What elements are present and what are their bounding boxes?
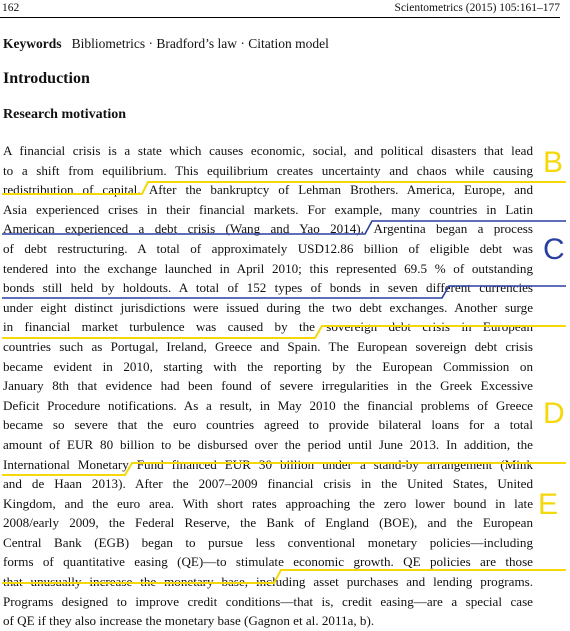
page-number: 162 (2, 2, 20, 14)
keywords-label: Keywords (3, 36, 62, 51)
paragraph-line: tendered into the exchange launched in April 2010; this represented 69.5 % of outstanding (3, 260, 533, 276)
paragraph-line: January 8th that evidence had been found of severe irregularities in the Greek Excessive (3, 378, 533, 394)
paragraph-line: forms of quantitative easing (QE)—to stimulate economic growth. QE policies are those (3, 554, 533, 570)
paragraph-line: American experienced a debt crisis (Wang and Yao 2014). Argentina began a process (3, 221, 533, 237)
journal-reference: Scientometrics (2015) 105:161–177 (394, 2, 560, 14)
marker-e: E (538, 488, 559, 521)
paragraph-line: redistribution of capital. After the bankruptcy of Lehman Brothers. America, Europe, and (3, 182, 533, 198)
paragraph-line: amount of EUR 80 billion to be disbursed over the period until June 2013. In addition, the (3, 436, 533, 452)
paragraph-line: Central Bank (EGB) began to pursue less conventional monetary policies—including (3, 534, 533, 550)
paragraph-line: Programs designed to improve credit conditions—that is, credit easing—are a special case (3, 593, 533, 609)
paragraph-line: became so severe that the euro countries agreed to provide bilateral loans for a total (3, 417, 533, 433)
paragraph-line: countries such as Portugal, Ireland, Greece and Spain. The European sovereign debt crisis (3, 338, 533, 354)
paragraph-line: of QE if they also increase the monetary base (Gagnon et al. 2011a, b). (3, 613, 375, 629)
keywords-text: Bibliometrics · Bradford’s law · Citation model (71, 36, 329, 51)
paragraph-line: to a shift from equilibrium. This equilibrium creates uncertainty and chaos while causing (3, 162, 533, 178)
marker-b: B (543, 146, 564, 179)
paragraph-line: Deficit Procedure notifications. As a result, in May 2010 the financial problems of Greece (3, 397, 533, 413)
paragraph-line: International Monetary Fund financed EUR 30 billion under a stand-by arrangement (Mink (3, 456, 533, 472)
keywords-line (3, 36, 329, 52)
paragraph-line: bonds still held by holdouts. A total of 152 types of bonds in seven different currencies (3, 280, 533, 296)
paragraph-line: A financial crisis is a state which causes economic, social, and political disasters that lead (3, 143, 533, 158)
paragraph-line: in financial market turbulence was caused by the sovereign debt crisis in European (3, 319, 533, 335)
subsection-title: Research motivation (3, 107, 126, 122)
paragraph-line: under eight distinct jurisdictions were issued during the two debt exchanges. Another surge (3, 299, 533, 315)
body-paragraph (3, 141, 533, 631)
paragraph-line: Asia experienced crises in their financial markets. For example, many countries in Latin (3, 201, 533, 217)
paragraph-line: became evident in 2010, starting with the reporting by the European Commission on (3, 358, 533, 374)
paragraph-line: 2008/early 2009, the Federal Reserve, the Bank of England (BOE), and the European (3, 515, 533, 531)
marker-d: D (543, 397, 565, 430)
marker-c: C (543, 233, 565, 266)
paragraph-line: Kingdom, and the euro area. With short rates approaching the zero lower bound in late (3, 495, 533, 511)
section-title: Introduction (3, 70, 90, 87)
paragraph-line: of debt restructuring. A total of approximately USD12.86 billion of eligible debt was (3, 240, 533, 256)
paragraph-line: that unusually increase the monetary base, including asset purchases and lending programs. (3, 574, 533, 590)
paragraph-line: and de Haan 2013). After the 2007–2009 financial crisis in the United States, United (3, 476, 533, 492)
header-rule (0, 17, 560, 18)
